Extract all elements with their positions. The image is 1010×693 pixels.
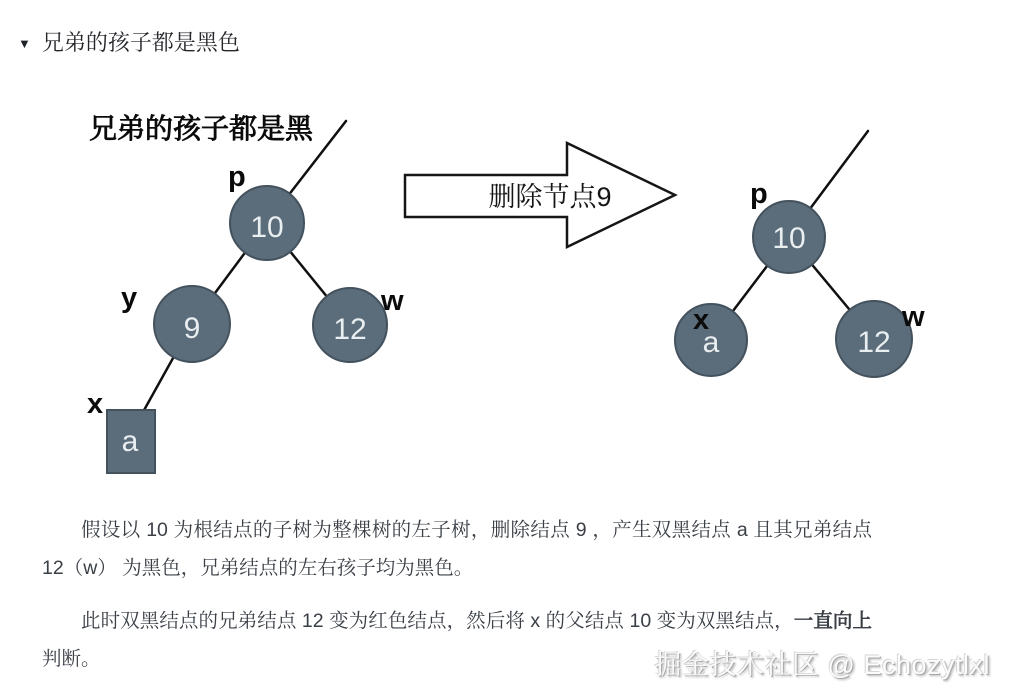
left-label-y: y bbox=[121, 282, 138, 314]
paragraph-2-text: 此时双黑结点的兄弟结点 12 变为红色结点，然后将 x 的父结点 10 变为双黑结点， bbox=[81, 610, 794, 632]
left-node-10-value: 10 bbox=[250, 211, 284, 244]
paragraph-2-tail: 判断。 bbox=[42, 648, 101, 670]
paragraph-2-emphasis: 一直向上 bbox=[793, 610, 872, 632]
right-label-x: x bbox=[693, 304, 710, 336]
paragraph-1: 假设以 10 为根结点的子树为整棵树的左子树，删除结点 9 ，产生双黑结点 a 且其兄弟结点 12（w） 为黑色，兄弟结点的左右孩子均为黑色。 bbox=[42, 519, 872, 579]
watermark: 掘金技术社区 @ Echozytlxl bbox=[654, 650, 990, 680]
diagram-title: 兄弟的孩子都是黑 bbox=[89, 113, 314, 144]
left-node-12-value: 12 bbox=[333, 313, 367, 346]
left-node-a-value: a bbox=[121, 425, 139, 458]
section-header bbox=[18, 30, 240, 56]
right-node-12-value: 12 bbox=[857, 326, 891, 359]
arrow-label: 删除节点9 bbox=[488, 182, 612, 212]
left-node-9-value: 9 bbox=[183, 312, 201, 345]
collapse-toggle-icon[interactable]: ▼ bbox=[18, 35, 31, 51]
left-tree bbox=[87, 121, 404, 473]
right-label-w: w bbox=[902, 301, 925, 333]
left-label-w: w bbox=[381, 285, 404, 317]
left-label-p: p bbox=[228, 161, 246, 193]
right-node-10-value: 10 bbox=[772, 222, 806, 255]
right-tree bbox=[675, 131, 925, 377]
left-label-x: x bbox=[87, 388, 104, 420]
section-title: 兄弟的孩子都是黑色 bbox=[41, 30, 240, 55]
right-node-a-value: a bbox=[702, 326, 720, 359]
delete-arrow bbox=[405, 143, 675, 247]
tree-diagram bbox=[0, 85, 1010, 495]
right-label-p: p bbox=[750, 178, 768, 210]
